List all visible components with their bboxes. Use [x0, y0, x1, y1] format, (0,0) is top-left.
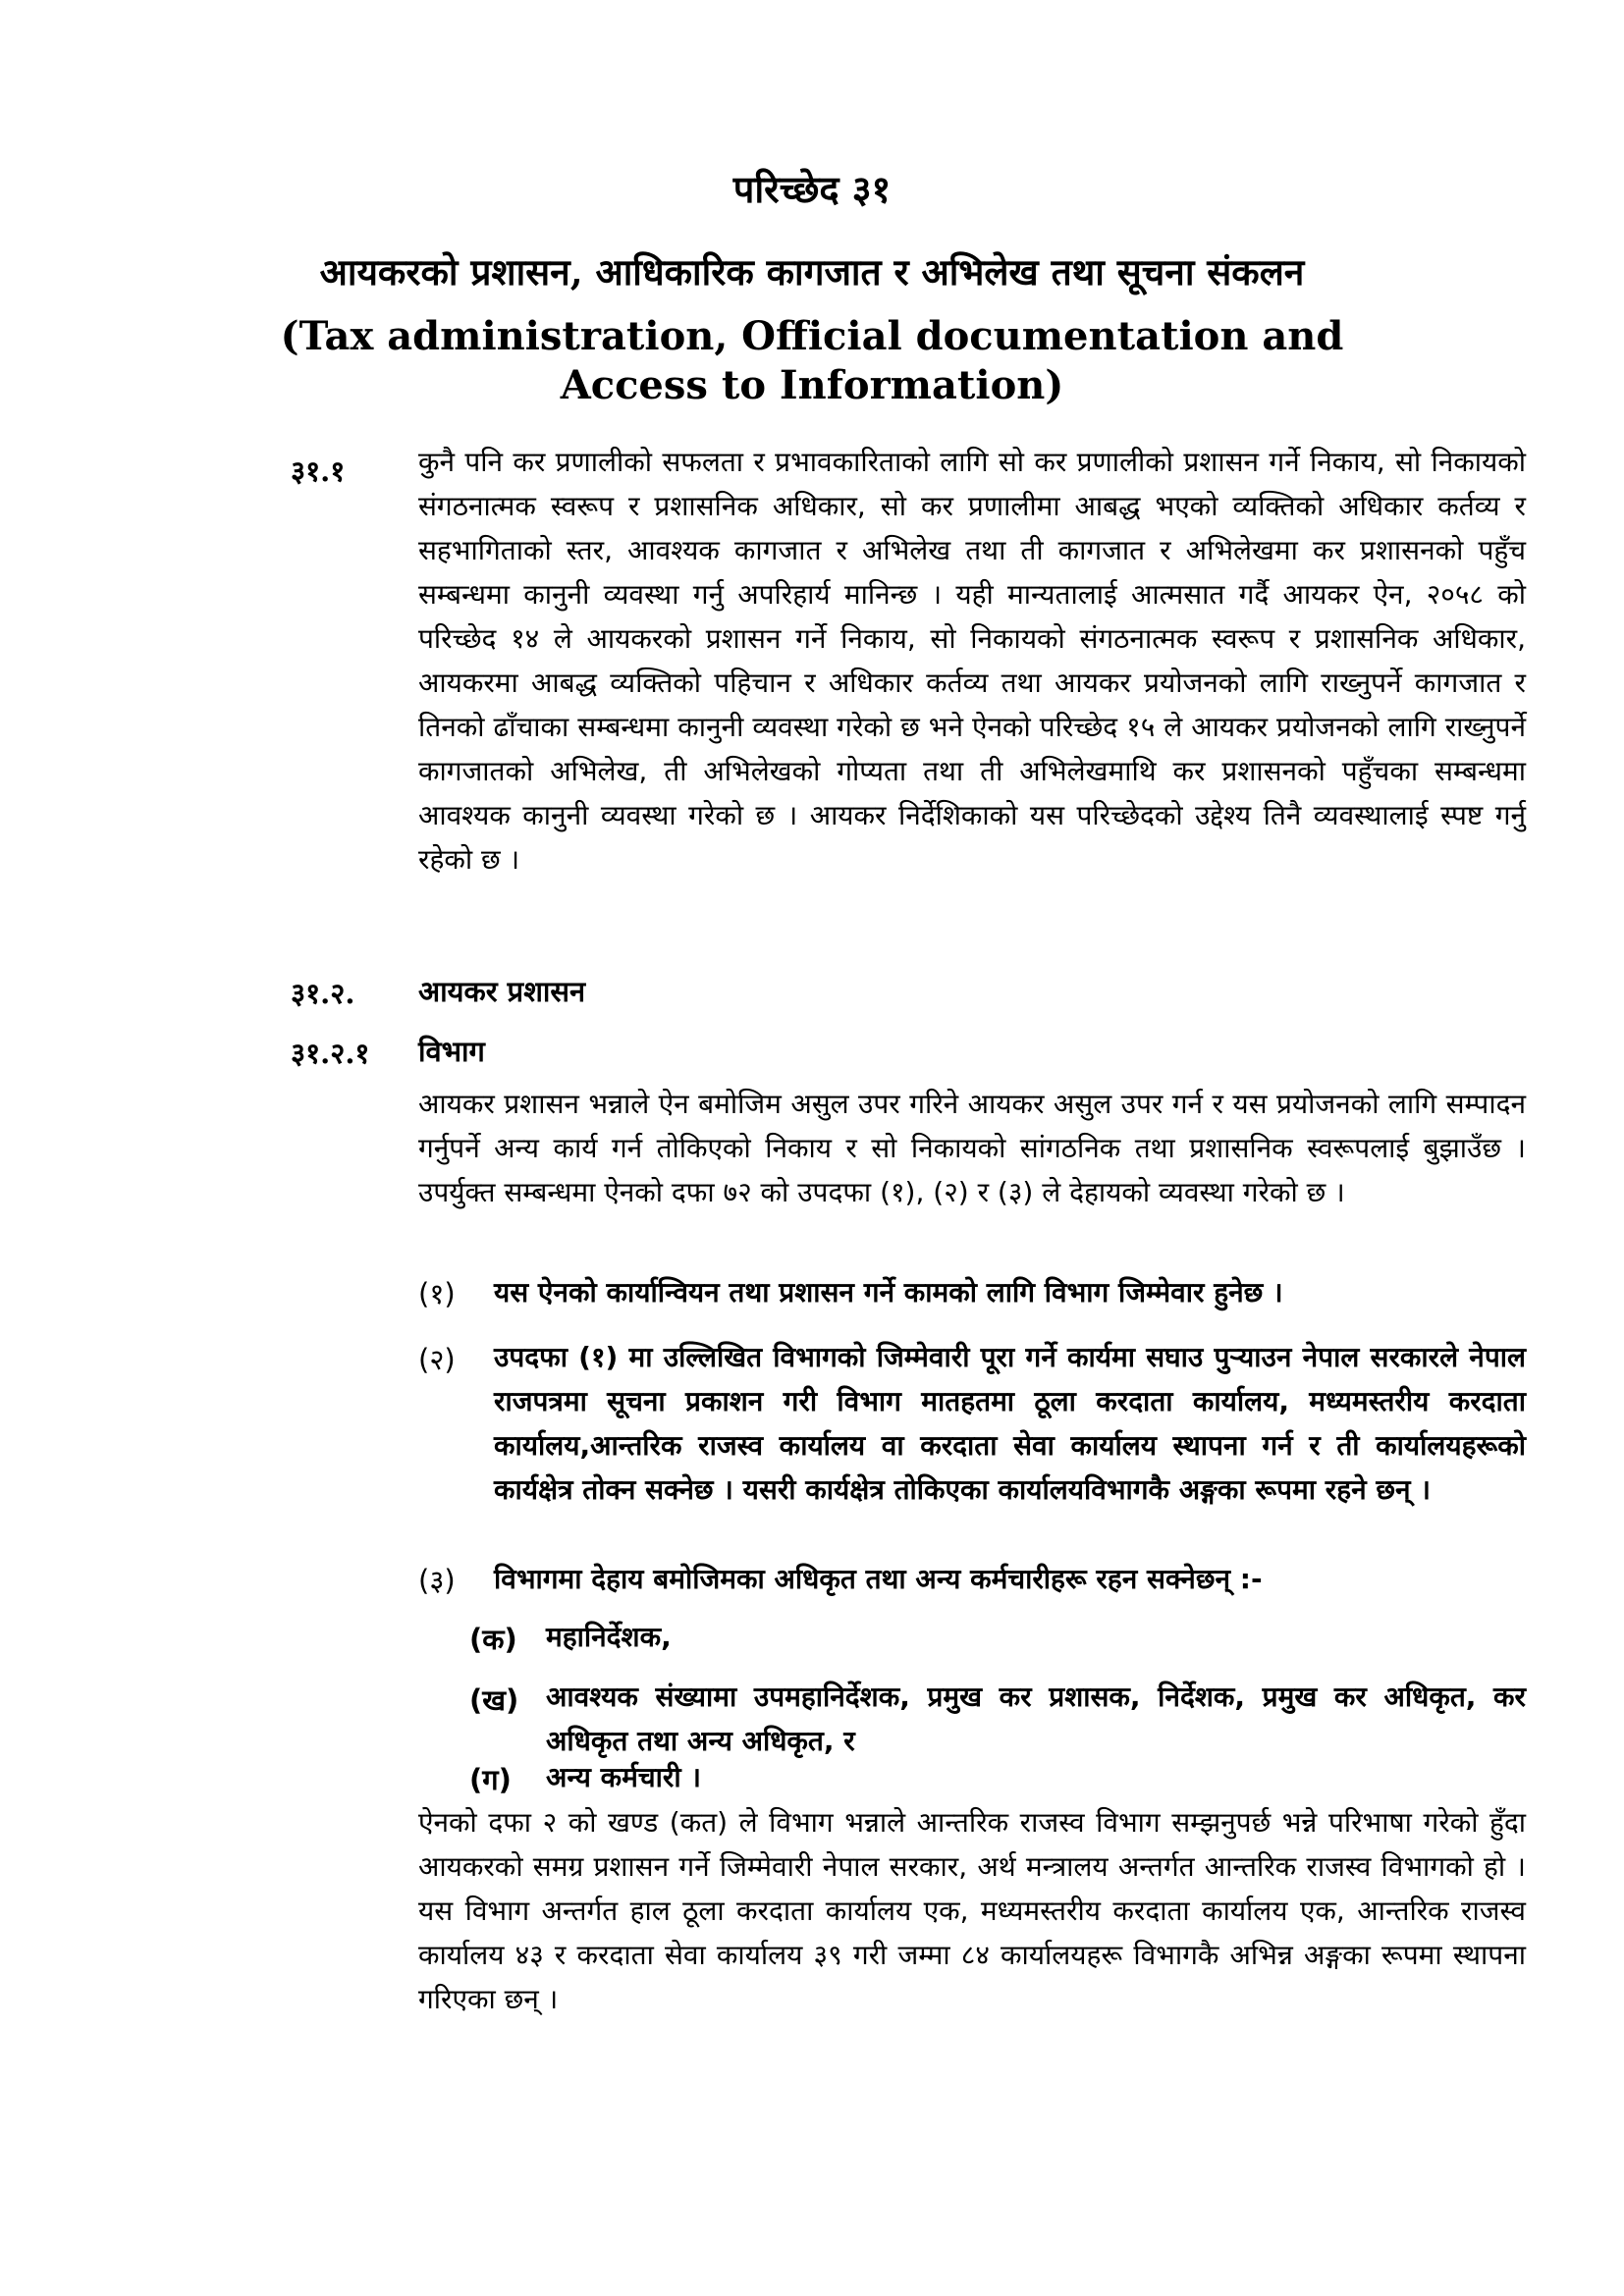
- subclause-kha-text: आवश्यक संख्यामा उपमहानिर्देशक, प्रमुख कर प्रशासक, निर्देशक, प्रमुख कर अधिकृत, कर अधिकृत तथा अन्य अधिकृत, र: [546, 1681, 1526, 1757]
- english-heading: [236, 312, 1388, 410]
- subclause-ga-text: अन्य कर्मचारी ।: [546, 1761, 701, 1793]
- clause-2-number: (२): [418, 1343, 456, 1376]
- section-31-2-1-number: ३१.२.१: [291, 1037, 370, 1070]
- subclause-ka-number: (क): [469, 1623, 517, 1656]
- section-31-2-1-closing: ऐनको दफा २ को खण्ड (कत) ले विभाग भन्नाले आन्तरिक राजस्व विभाग सम्झनुपर्छ भन्ने परिभाषा गरेको हुँदा आयकरको समग्र प्रशासन गर्ने जिम्मेवारी नेपाल सरकार, अर्थ मन्त्रालय अन्तर्गत आन्तरिक राजस्व विभागको हो । यस विभाग अन्तर्गत हाल ठूला करदाता कार्यालय एक, मध्यमस्तरीय करदाता कार्यालय एक, आन्तरिक राजस्व कार्यालय ४३ र करदाता सेवा कार्यालय ३९ गरी जम्मा ८४ कार्यालयहरू विभागकै अभिन्न अङ्गका रूपमा स्थापना गरिएका छन् ।: [418, 1806, 1526, 2015]
- subclause-kha-number: (ख): [469, 1683, 519, 1717]
- chapter-title: परिच्छेद ३१: [732, 167, 892, 211]
- english-heading-line2: Access to Information): [560, 362, 1064, 408]
- section-31-2-1-title: विभाग: [418, 1035, 485, 1068]
- clause-1-text: यस ऐनको कार्यान्वियन तथा प्रशासन गर्ने कामको लागि विभाग जिम्मेवार हुनेछ ।: [494, 1276, 1283, 1308]
- nepali-heading: आयकरको प्रशासन, आधिकारिक कागजात र अभिलेख तथा सूचना संकलन: [319, 250, 1305, 294]
- clause-1-number: (१): [418, 1277, 456, 1310]
- section-31-2-1-intro: आयकर प्रशासन भन्नाले ऐन बमोजिम असुल उपर गरिने आयकर असुल उपर गर्न र यस प्रयोजनको लागि सम्पादन गर्नुपर्ने अन्य कार्य गर्न तोकिएको निकाय र सो निकायको सांगठनिक तथा प्रशासनिक स्वरूपलाई बुझाउँछ । उपर्युक्त सम्बन्धमा ऐनको दफा ७२ को उपदफा (१), (२) र (३) ले देहायको व्यवस्था गरेको छ ।: [418, 1088, 1526, 1208]
- clause-3-text: विभागमा देहाय बमोजिमका अधिकृत तथा अन्य कर्मचारीहरू रहन सक्नेछन् :-: [494, 1563, 1263, 1595]
- english-heading-line1: (Tax administration, Official documentation and: [280, 313, 1344, 359]
- section-31-1-text: कुनै पनि कर प्रणालीको सफलता र प्रभावकारिताको लागि सो कर प्रणालीको प्रशासन गर्ने निकाय, सो निकायको संगठनात्मक स्वरूप र प्रशासनिक अधिकार, सो कर प्रणालीमा आबद्ध भएको व्यक्तिको अधिकार कर्तव्य र सहभागिताको स्तर, आवश्यक कागजात र अभिलेख तथा ती कागजात र अभिलेखमा कर प्रशासनको पहुँच सम्बन्धमा कानुनी व्यवस्था गर्नु अपरिहार्य मानिन्छ । यही मान्यतालाई आत्मसात गर्दै आयकर ऐन, २०५८ को परिच्छेद १४ ले आयकरको प्रशासन गर्ने निकाय, सो निकायको संगठनात्मक स्वरूप र प्रशासनिक अधिकार, आयकरमा आबद्ध व्यक्तिको पहिचान र अधिकार कर्तव्य तथा आयकर प्रयोजनको लागि राख्नुपर्ने कागजात र तिनको ढाँचाका सम्बन्धमा कानुनी व्यवस्था गरेको छ भने ऐनको परिच्छेद १५ ले आयकर प्रयोजनको लागि राख्नुपर्ने कागजातको अभिलेख, ती अभिलेखको गोप्यता तथा ती अभिलेखमाथि कर प्रशासनको पहुँचका सम्बन्धमा आवश्यक कानुनी व्यवस्था गरेको छ । आयकर निर्देशिकाको यस परिच्छेदको उद्देश्य तिनै व्यवस्थालाई स्पष्ट गर्नु रहेको छ ।: [418, 446, 1526, 876]
- clause-3-number: (३): [418, 1564, 456, 1597]
- subclause-ka-text: महानिर्देशक,: [546, 1621, 672, 1653]
- section-31-2-number: ३१.२.: [291, 977, 355, 1010]
- clause-2-text: उपदफा (१) मा उल्लिखित विभागको जिम्मेवारी पूरा गर्ने कार्यमा सघाउ पुऱ्याउन नेपाल सरकारले नेपाल राजपत्रमा सूचना प्रकाशन गरी विभाग मातहतमा ठूला करदाता कार्यालय, मध्यमस्तरीय करदाता कार्यालय,आन्तरिक राजस्व कार्यालय वा करदाता सेवा कार्यालय स्थापना गर्न र ती कार्यालयहरूको कार्यक्षेत्र तोक्न सक्नेछ । यसरी कार्यक्षेत्र तोकिएका कार्यालयविभागकै अङ्गका रूपमा रहने छन् ।: [494, 1341, 1526, 1506]
- section-31-2-title: आयकर प्रशासन: [418, 975, 586, 1008]
- section-31-1-number: ३१.१: [291, 454, 346, 488]
- subclause-ga-number: (ग): [469, 1763, 512, 1796]
